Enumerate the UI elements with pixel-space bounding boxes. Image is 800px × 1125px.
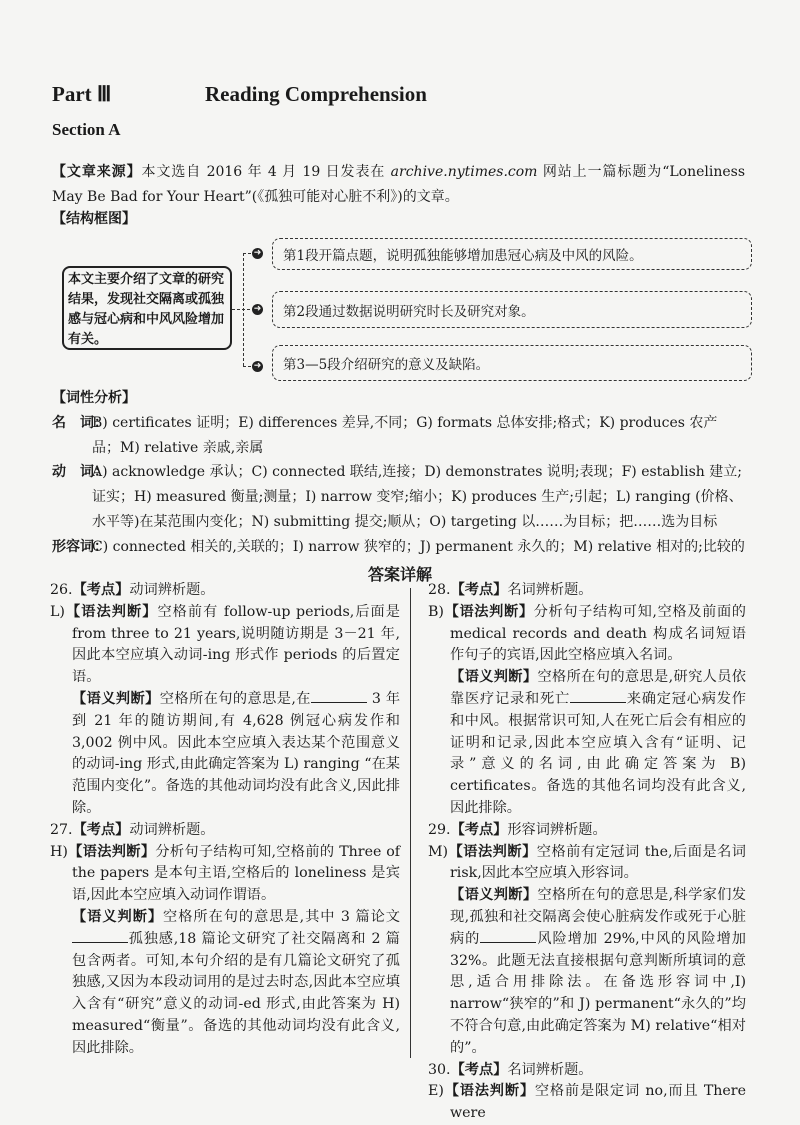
answer-27-semantic: 【语义判断】空格所在句的意思是,其中 3 篇论文 孤独感,18 篇论文研究了社交隔离和 2 篇包含两者。可知,本句介绍的是有几篇论文研究了孤独感,又因为本段动词用的是过去时态,因此本空应填入含有“研究”意义的动词-ed 形式,由此答案为 H) measured“衡量”。备选的其他动词均没有此含义,因此排除。 [72,908,400,1056]
answer-26-grammar: L)【语法判断】空格前有 follow-up periods,后面是 from three to 21 years,说明随访期是 3－21 年,因此本空应填入动词-ing 形式作 periods 的后置定语。 [50,603,400,686]
section-heading: Section A [52,120,121,139]
structure-label: 【结构框图】 [52,211,136,227]
answer-29-semantic: 【语义判断】空格所在句的意思是,科学家们发现,孤独和社交隔离会使心脏病发作或死于心脏病的 风险增加 29%,中风的风险增加 32%。此题无法直接根据句意判断所填词的意思,适合用排除法。在备选形容词中,I) narrow“狭窄的”和 J) permanent“永久的”均不符合句意,由此确定答案为 M) relative“相对的”。 [450,887,746,1056]
answers-title: 答案详解 [367,565,432,584]
answer-27-grammar: H)【语法判断】分析句子结构可知,空格前的 Three of the papers 是本句主语,空格后的 loneliness 是宾语,因此本空应填入动词作谓语。 [50,843,400,904]
blank-line [311,690,367,703]
answer-26-semantic: 【语义判断】空格所在句的意思是,在 3 年到 21 年的随访期间,有 4,628 例冠心病发作和 3,002 例中风。因此本空应填入表达某个范围意义的动词-ing 形式,由此确定答案为 L) ranging “在某范围内变化”。备选的其他动词均没有此含义,因此排除。 [72,690,401,816]
blank-line [72,930,128,943]
arrow-icon: ➜ [253,304,262,314]
noun-text: B) certificates 证明；E) differences 差异,不同；G) formats 总体安排;格式；K) produces 农产品；M) relative 亲戚,亲属 [92,415,718,456]
verb-label: 动 词： [52,464,108,480]
connector-line [243,253,251,254]
answer-28-grammar: B)【语法判断】分析句子结构可知,空格及前面的 medical records and death 构成名词短语作句子的宾语,因此空格应填入名词。 [428,603,746,664]
adj-label: 形容词： [52,539,108,555]
blank-line [570,690,626,703]
part-heading: Part Ⅲ [52,82,112,106]
arrow-icon: ➜ [253,361,262,371]
verb-text: A) acknowledge 承认；C) connected 联结,连接；D) demonstrates 说明;表现；F) establish 建立;证实；H) measured 衡量;测量；I) narrow 变窄;缩小；K) produces 生产;引起；L) ranging (价格、水平等)在某范围内变化；N) submitting 提交;顺从；O) targeting 以……为目标；把……选为目标 [92,464,743,530]
arrow-icon: ➜ [253,248,262,258]
answer-26-header: 26.【考点】动词辨析题。 [50,582,215,598]
structure-main-box: 本文主要介绍了文章的研究结果，发现社交隔离或孤独感与冠心病和中风风险增加有关。 [62,266,232,350]
answer-30-grammar: E)【语法判断】空格前是限定词 no,而且 There were [428,1083,746,1122]
blank-line [480,930,536,943]
answer-30-header: 30.【考点】名词辨析题。 [428,1061,593,1078]
source-site: archive.nytimes.com [390,164,538,180]
answer-28-semantic: 【语义判断】空格所在句的意思是,研究人员依靠医疗记录和死亡 来确定冠心病发作和中风。根据常识可知,人在死亡后会有相应的证明和记录,因此本空应填入含有“证明、记录”意义的名词,由此确定答案为 B) certificates。备选的其他名词均没有此含义,因此排除。 [450,669,746,816]
pos-noun [52,411,745,461]
pos-label: 【词性分析】 [52,390,136,406]
source-label: 【文章来源】 [52,164,142,180]
pos-adj [52,535,745,560]
noun-label: 名 词： [52,415,108,431]
part-title: Reading Comprehension [205,82,427,106]
answer-29-header: 29.【考点】形容词辨析题。 [428,821,607,838]
answer-27-header: 27.【考点】动词辨析题。 [50,821,215,838]
structure-branch-2: 第2段通过数据说明研究时长及研究对象。 [272,291,752,328]
structure-branch-1: 第1段开篇点题，说明孤独能够增加患冠心病及中风的风险。 [272,238,752,270]
source-text-2: 网站上一篇标题为“Loneliness May Be Bad for Your Heart”(《孤独可能对心脏不利》)的文章。 [52,164,746,205]
connector-line [243,366,251,367]
connector-line [232,309,250,310]
column-divider [410,588,411,1058]
answer-29-grammar: M)【语法判断】空格前有定冠词 the,后面是名词 risk,因此本空应填入形容词。 [428,843,746,882]
structure-branch-3: 第3—5段介绍研究的意义及缺陷。 [272,345,752,381]
source-text: 本文选自 2016 年 4 月 19 日发表在 [141,164,391,180]
answers-left-column [50,580,400,1060]
adj-text: C) connected 相关的,关联的；I) narrow 狭窄的；J) permanent 永久的；M) relative 相对的;比较的 [92,539,745,555]
answers-right-column [428,580,746,1125]
source-paragraph [52,160,745,210]
answer-28-header: 28.【考点】名词辨析题。 [428,582,593,598]
pos-verb [52,460,745,535]
